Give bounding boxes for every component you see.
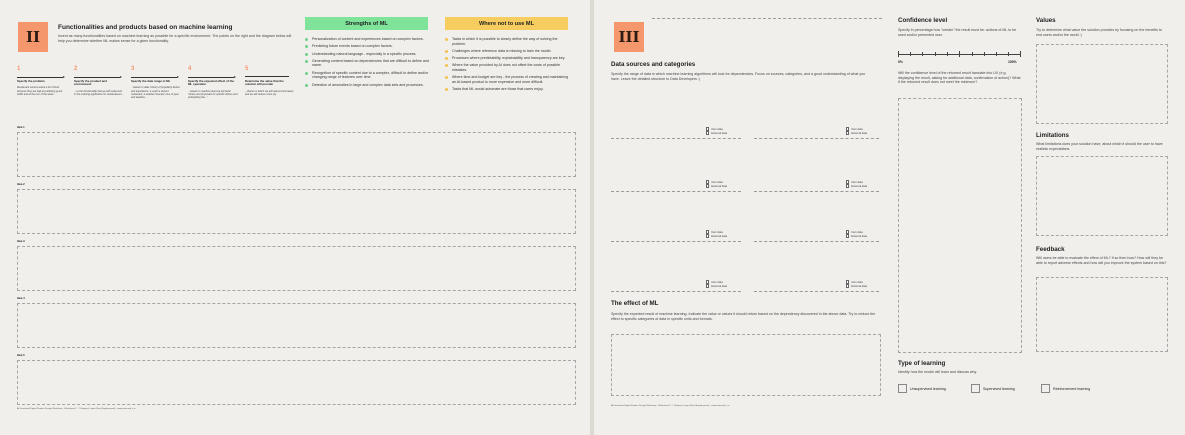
scale-min-label: 0% <box>898 60 903 64</box>
step-arrow <box>17 76 65 78</box>
footer: Ai Functional Digital Product Design Workshop · Worksheet 3 · © Netguru, Lopez Ruiz (Kaplan.pavel) · www.netscard_c.io <box>611 405 730 407</box>
values-desc: Try to determine what value the solution provides by focusing on the benefits to end users and/or the world :) <box>1036 28 1162 37</box>
option-label: External data <box>711 131 728 135</box>
step-title: Specify the data range to ML <box>131 79 171 83</box>
idea-block-2 <box>17 183 577 234</box>
name-line[interactable] <box>652 18 882 19</box>
limitations-input-area[interactable] <box>1036 156 1168 236</box>
checkbox[interactable] <box>846 284 849 287</box>
data-source-line[interactable] <box>754 138 879 139</box>
scale-tick <box>1020 51 1021 57</box>
external-data-option[interactable] <box>706 234 746 238</box>
external-data-option[interactable] <box>706 131 746 135</box>
section-number-badge: III <box>614 22 644 52</box>
data-source-line[interactable] <box>754 191 879 192</box>
option-label: Own data <box>711 230 723 234</box>
data-sources-desc: Specify the range of data in which machine learning algorithms will look for dependencies. Focus on sources, categories, and a good understanding of what you have. Leave the detailed structure to Data Developers :) <box>611 72 866 81</box>
option-label: External data <box>851 184 868 188</box>
data-source-slot <box>754 280 889 292</box>
step-title: Determine the value that the solution will provide <box>245 79 284 87</box>
checkbox[interactable] <box>846 131 849 134</box>
data-source-slot <box>611 230 746 242</box>
where-not-header: Where not to use ML <box>445 17 568 30</box>
data-source-line[interactable] <box>611 241 741 242</box>
data-source-slot <box>611 280 746 292</box>
checkbox[interactable] <box>706 184 709 187</box>
step-text: ...so the functionality that we will implement in the ordering application for restaurateurs... <box>74 89 124 97</box>
checkbox[interactable] <box>846 180 849 183</box>
idea-label: Idea 3 <box>17 240 25 243</box>
checkbox[interactable] <box>706 230 709 233</box>
checkbox[interactable] <box>846 127 849 130</box>
feedback-title: Feedback <box>1036 246 1065 253</box>
learning-desc: Identify how the model will learn and discuss why. <box>898 370 978 374</box>
checkbox[interactable] <box>846 280 849 283</box>
strength-item: Detection of anomalies in large and complex data sets and processes. <box>305 83 429 88</box>
idea-label: Idea 2 <box>17 183 25 186</box>
external-data-option[interactable] <box>846 284 889 288</box>
idea-input-area[interactable] <box>17 246 576 291</box>
external-data-option[interactable] <box>846 234 889 238</box>
step-4 <box>188 66 238 100</box>
option-label: Own data <box>851 280 863 284</box>
idea-input-area[interactable] <box>17 360 576 405</box>
strength-item: Understanding natural language - especially in a specific process. <box>305 52 429 57</box>
where-not-item: Tasks that ML would automate are those that users enjoy. <box>445 87 570 92</box>
scale-tick <box>922 52 923 56</box>
limitations-desc: What limitations does your solution have, about which it should the user to have realistic expectations. <box>1036 142 1163 151</box>
learning-option-supervised[interactable] <box>971 384 1015 393</box>
step-1 <box>17 66 67 96</box>
option-label: External data <box>851 234 868 238</box>
where-not-item: Processes where predictability, explainability and transparency are key. <box>445 56 570 61</box>
idea-label: Idea 5 <box>17 354 25 357</box>
strengths-list <box>305 37 429 90</box>
strength-item: Personalization of content and experiences based on complex factors. <box>305 37 429 42</box>
option-label: Own data <box>851 180 863 184</box>
learning-option-unsupervised[interactable] <box>898 384 946 393</box>
strength-item: Predicting future events based on complex factors. <box>305 44 429 49</box>
step-arrow <box>131 76 179 78</box>
data-source-slot <box>611 127 746 139</box>
strength-item: Generating content based on dependencies that are difficult to define and name. <box>305 59 429 68</box>
checkbox[interactable] <box>846 234 849 237</box>
option-label: Own data <box>851 127 863 131</box>
where-not-item: Where the value provided by AI does not offset the costs of possible mistakes. <box>445 63 570 72</box>
step-text: ...based on data: history of popularity dishes and ingredients; a small or absent restaurant; a weather forecast; time of year and weather... <box>131 86 180 100</box>
checkbox[interactable] <box>971 384 980 393</box>
confidence-desc: Specify in percentage how "certain" the result must be: actions of ML to be used and/or presented user. <box>898 28 1017 37</box>
values-input-area[interactable] <box>1036 44 1168 124</box>
checkbox[interactable] <box>1041 384 1050 393</box>
option-label: External data <box>851 284 868 288</box>
option-label: Own data <box>851 230 863 234</box>
learning-title: Type of learning <box>898 360 946 367</box>
where-not-item: Tasks in which it is possible to clearly define the way of solving the problem. <box>445 37 570 46</box>
data-source-line[interactable] <box>754 291 879 292</box>
where-not-list <box>445 37 570 95</box>
checkbox[interactable] <box>706 284 709 287</box>
confidence-scale[interactable] <box>898 49 1021 57</box>
option-label: Unsupervised learning <box>910 386 946 391</box>
effect-desc: Specify the expected result of machine learning. Indicate the value or values it should return based on the dependency discovered in the above data. Try to reduce the effect to specific categories of data in specific units and formats. <box>611 312 876 321</box>
step-title: Specify the expected effect of the ML operation <box>188 79 234 87</box>
section-number-badge: II <box>18 22 48 52</box>
worksheet-3 <box>594 0 1185 435</box>
data-source-slot <box>754 127 889 139</box>
worksheet-2 <box>0 0 590 435</box>
checkbox[interactable] <box>706 280 709 283</box>
checkbox[interactable] <box>706 127 709 130</box>
step-number: 4 <box>188 66 192 72</box>
data-source-line[interactable] <box>611 138 741 139</box>
idea-block-4 <box>17 297 577 348</box>
confidence-title: Confidence level <box>898 17 948 24</box>
option-label: Supervised learning <box>983 386 1015 391</box>
where-not-item: Challenges where reference data is missing to train the model. <box>445 49 570 54</box>
idea-label: Idea 4 <box>17 297 25 300</box>
step-number: 5 <box>245 66 249 72</box>
checkbox[interactable] <box>846 184 849 187</box>
values-title: Values <box>1036 17 1056 24</box>
scale-tick <box>972 52 973 56</box>
external-data-option[interactable] <box>846 131 889 135</box>
checkbox[interactable] <box>898 384 907 393</box>
checkbox[interactable] <box>846 230 849 233</box>
step-number: 1 <box>17 66 21 72</box>
data-source-slot <box>754 230 889 242</box>
option-label: External data <box>711 184 728 188</box>
step-arrow <box>74 76 122 78</box>
option-label: External data <box>851 131 868 135</box>
scale-tick <box>935 52 936 56</box>
external-data-option[interactable] <box>706 284 746 288</box>
idea-block-5 <box>17 354 577 405</box>
step-title: Specify the problem <box>17 79 45 83</box>
step-arrow <box>188 76 236 78</box>
option-label: Reinforcement learning <box>1053 386 1091 391</box>
data-source-slot <box>611 180 746 192</box>
process-diagram <box>17 66 292 121</box>
scale-tick <box>996 52 997 56</box>
data-source-line[interactable] <box>754 241 879 242</box>
effect-title: The effect of ML <box>611 300 659 307</box>
step-title: Specify the product and environment <box>74 79 107 87</box>
step-text: ...based on machine learning will build 'shows and proposals for specific dishes and anticipating the...' <box>188 89 238 100</box>
checkbox[interactable] <box>706 180 709 183</box>
scale-tick <box>959 51 960 57</box>
step-3 <box>131 66 181 99</box>
scale-tick <box>984 52 985 56</box>
option-label: External data <box>711 284 728 288</box>
strength-item: Recognition of specific content due to a complex, difficult to define and/or changing range of features over time. <box>305 71 429 80</box>
step-text: Restaurant owners waste a lot of food because they are bad at predicting guest traffic and at the turn of the week... <box>17 86 63 96</box>
worksheet-title: Functionalities and products based on machine learning <box>58 24 233 31</box>
limitations-title: Limitations <box>1036 132 1070 139</box>
strengths-header: Strengths of ML <box>305 17 428 30</box>
option-label: Own data <box>711 180 723 184</box>
step-2 <box>74 66 124 96</box>
where-not-item: Where time and budget are key - the process of creating and maintaining an AI-based product is more expensive and more difficult. <box>445 75 570 84</box>
idea-input-area[interactable] <box>17 189 576 234</box>
checkbox[interactable] <box>706 131 709 134</box>
learning-option-reinforcement[interactable] <box>1041 384 1090 393</box>
scale-tick <box>947 52 948 56</box>
feedback-desc: Will users be able to evaluate the effect of ML? If so then how? How will they be able to report adverse effects and how will you improve the system based on this? <box>1036 256 1167 265</box>
data-source-line[interactable] <box>611 291 741 292</box>
step-number: 2 <box>74 66 78 72</box>
step-text: ...thanks to which we will reduce food waste and we will reduce costs (1). <box>245 89 294 97</box>
confidence-question: Will the confidence level of the returned result translate into UX (e.g. displaying the result, asking for additional data, confirmation of action)? What if the returned result does not meet the minimum? <box>898 71 1021 85</box>
external-data-option[interactable] <box>846 184 889 188</box>
step-line-end <box>245 76 289 77</box>
option-label: External data <box>711 234 728 238</box>
external-data-option[interactable] <box>706 184 746 188</box>
data-source-line[interactable] <box>611 191 741 192</box>
idea-input-area[interactable] <box>17 132 576 177</box>
scale-tick <box>1008 52 1009 56</box>
data-sources-title: Data sources and categories <box>611 61 696 68</box>
option-label: Own data <box>711 280 723 284</box>
idea-block-3 <box>17 240 577 291</box>
effect-input-area[interactable] <box>611 334 881 396</box>
step-5 <box>245 66 295 96</box>
feedback-input-area[interactable] <box>1036 277 1168 352</box>
footer: Ai Functional Digital Product Design Workshop · Worksheet 2 · © Netguru, Lopez Ruiz (Kaplan.pavel) · www.netscard_c.io <box>17 408 136 410</box>
step-number: 3 <box>131 66 135 72</box>
idea-block-1 <box>17 126 577 177</box>
scale-max-label: 100% <box>1008 60 1017 64</box>
confidence-input-area[interactable] <box>898 98 1022 353</box>
worksheet-intro: Invent as many functionalities based on machine learning as possible for a specific environment. The points on the right and the diagram below will help you determine whether ML makes sense for a given functionality. <box>58 34 292 43</box>
idea-label: Idea 1 <box>17 126 25 129</box>
data-source-slot <box>754 180 889 192</box>
scale-tick <box>910 52 911 56</box>
checkbox[interactable] <box>706 234 709 237</box>
idea-input-area[interactable] <box>17 303 576 348</box>
scale-tick <box>898 51 899 57</box>
option-label: Own data <box>711 127 723 131</box>
